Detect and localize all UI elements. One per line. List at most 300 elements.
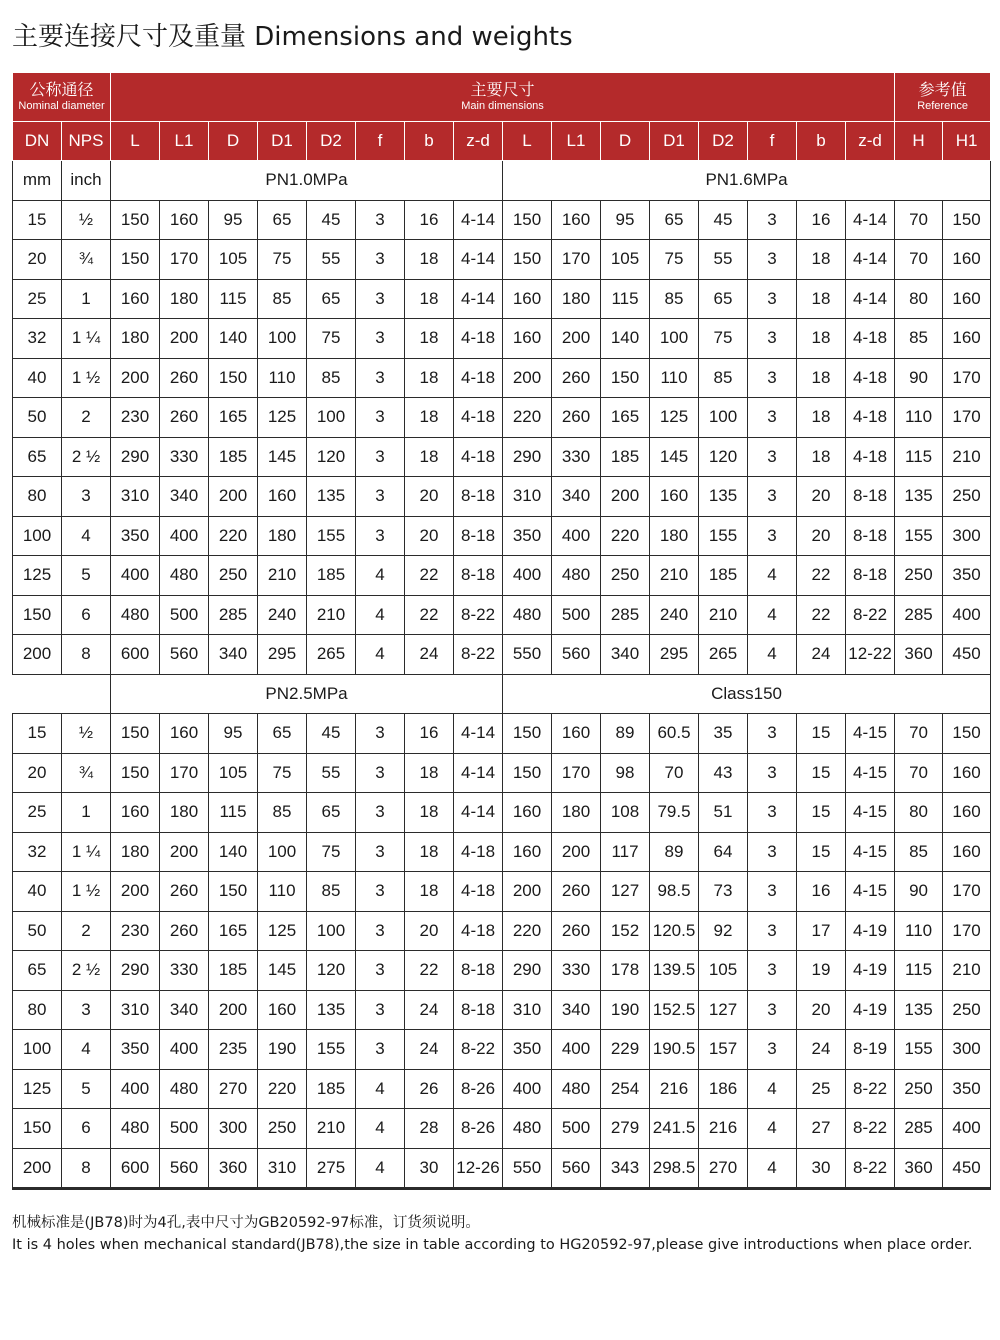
table-cell: 65 — [258, 200, 307, 240]
table-cell: 3 — [748, 240, 797, 280]
table-cell: 3 — [356, 832, 405, 872]
table-cell: 155 — [895, 1030, 943, 1070]
table-row — [13, 1109, 991, 1149]
table-cell: 65 — [13, 437, 62, 477]
table-cell: 95 — [209, 714, 258, 754]
table-cell: 12-26 — [454, 1148, 503, 1189]
table-cell: 4 — [356, 1148, 405, 1189]
table-cell: 85 — [258, 279, 307, 319]
main-dimensions-header — [111, 73, 895, 122]
table-cell: 135 — [307, 990, 356, 1030]
table-cell: 160 — [258, 990, 307, 1030]
table-cell: 18 — [405, 793, 454, 833]
table-cell: 18 — [405, 832, 454, 872]
table-cell: 210 — [650, 556, 699, 596]
table-cell: 550 — [503, 635, 552, 675]
table-cell: 45 — [307, 200, 356, 240]
table-cell: 18 — [405, 398, 454, 438]
table-cell: 80 — [13, 990, 62, 1030]
table-cell: 45 — [699, 200, 748, 240]
table-cell: 89 — [601, 714, 650, 754]
table-cell: 290 — [111, 951, 160, 991]
table-cell: 27 — [797, 1109, 846, 1149]
table-cell: 210 — [943, 951, 991, 991]
table-cell: 127 — [699, 990, 748, 1030]
table-cell: 270 — [209, 1069, 258, 1109]
table-cell: 150 — [209, 872, 258, 912]
table-cell: 2 — [62, 398, 111, 438]
column-header: D2 — [307, 122, 356, 161]
table-cell: 4 — [748, 1148, 797, 1189]
table-cell: 3 — [356, 319, 405, 359]
table-cell: 18 — [405, 437, 454, 477]
table-cell: 4-18 — [454, 911, 503, 951]
table-cell: 4-18 — [846, 358, 895, 398]
table-cell: 160 — [943, 832, 991, 872]
table-cell: 15 — [797, 793, 846, 833]
column-header: DN — [13, 122, 62, 161]
table-cell: 250 — [209, 556, 258, 596]
table-cell: 4-15 — [846, 872, 895, 912]
table-cell: 22 — [405, 556, 454, 596]
dimensions-table — [12, 72, 991, 1190]
table-cell: 2 ½ — [62, 437, 111, 477]
table-cell: 185 — [209, 437, 258, 477]
table-cell: 6 — [62, 1109, 111, 1149]
table-cell: 150 — [503, 200, 552, 240]
table-cell: 20 — [405, 911, 454, 951]
section-label-row — [13, 674, 991, 714]
column-header: D2 — [699, 122, 748, 161]
table-cell: 400 — [552, 1030, 601, 1070]
table-cell: 160 — [943, 793, 991, 833]
table-cell: 3 — [748, 832, 797, 872]
table-cell: 18 — [797, 437, 846, 477]
table-cell: 285 — [895, 595, 943, 635]
table-cell: 360 — [209, 1148, 258, 1189]
note-english: It is 4 holes when mechanical standard(JB78),the size in table according to HG20592-97,please give introductions when place order. — [12, 1237, 973, 1253]
table-cell: 4 — [748, 1069, 797, 1109]
table-cell: 4 — [356, 556, 405, 596]
table-cell: 135 — [895, 477, 943, 517]
table-cell: 85 — [699, 358, 748, 398]
table-cell: 45 — [307, 714, 356, 754]
table-cell: 22 — [405, 951, 454, 991]
table-cell: 3 — [356, 516, 405, 556]
table-cell: 3 — [356, 911, 405, 951]
table-cell: 290 — [111, 437, 160, 477]
table-cell: 8-19 — [846, 1030, 895, 1070]
table-cell: 79.5 — [650, 793, 699, 833]
table-cell: 3 — [748, 951, 797, 991]
table-cell: 115 — [895, 951, 943, 991]
table-cell: 65 — [650, 200, 699, 240]
table-cell: 160 — [160, 714, 209, 754]
table-row — [13, 911, 991, 951]
column-header: L1 — [552, 122, 601, 161]
table-cell: 5 — [62, 1069, 111, 1109]
table-cell: 24 — [797, 635, 846, 675]
table-cell: 400 — [111, 556, 160, 596]
table-cell: 80 — [13, 477, 62, 517]
table-cell: 6 — [62, 595, 111, 635]
table-cell: 152.5 — [650, 990, 699, 1030]
table-cell: 19 — [797, 951, 846, 991]
table-cell: 125 — [258, 398, 307, 438]
table-cell: 4 — [748, 635, 797, 675]
table-cell: 270 — [699, 1148, 748, 1189]
table-cell: 4-14 — [846, 200, 895, 240]
table-cell: 190 — [601, 990, 650, 1030]
table-cell: 90 — [895, 872, 943, 912]
table-cell: 105 — [601, 240, 650, 280]
table-cell: 480 — [552, 1069, 601, 1109]
pressure-class-label: PN1.6MPa — [503, 161, 991, 201]
table-cell: 26 — [405, 1069, 454, 1109]
table-cell: 125 — [650, 398, 699, 438]
table-cell: 18 — [797, 358, 846, 398]
table-cell: 235 — [209, 1030, 258, 1070]
table-cell: 85 — [895, 319, 943, 359]
table-cell: 75 — [258, 240, 307, 280]
table-cell: 4-14 — [846, 279, 895, 319]
column-header: D — [601, 122, 650, 161]
table-cell: 75 — [307, 319, 356, 359]
table-cell: 480 — [160, 1069, 209, 1109]
table-cell: 1 ¼ — [62, 832, 111, 872]
table-cell: 216 — [699, 1109, 748, 1149]
table-cell: 340 — [601, 635, 650, 675]
table-cell: 185 — [307, 1069, 356, 1109]
table-cell: 450 — [943, 1148, 991, 1189]
table-cell: 4 — [748, 556, 797, 596]
table-cell: 3 — [748, 200, 797, 240]
table-cell: 180 — [552, 279, 601, 319]
table-cell: 150 — [111, 200, 160, 240]
column-header: L — [503, 122, 552, 161]
table-cell: 4-15 — [846, 714, 895, 754]
table-cell: 1 ¼ — [62, 319, 111, 359]
table-cell: 360 — [895, 1148, 943, 1189]
column-header: f — [356, 122, 405, 161]
table-cell: 300 — [943, 1030, 991, 1070]
table-cell: 8-18 — [454, 556, 503, 596]
table-cell: 160 — [552, 714, 601, 754]
table-cell: 400 — [160, 516, 209, 556]
table-cell: 260 — [160, 358, 209, 398]
table-cell: 8-22 — [846, 1148, 895, 1189]
table-cell: 200 — [552, 832, 601, 872]
table-cell: 4 — [356, 595, 405, 635]
table-cell: 3 — [356, 200, 405, 240]
column-header: L1 — [160, 122, 209, 161]
table-row — [13, 279, 991, 319]
table-cell: 70 — [895, 200, 943, 240]
table-cell: 160 — [943, 753, 991, 793]
table-cell: 20 — [13, 240, 62, 280]
column-header: H — [895, 122, 943, 161]
table-cell: 20 — [797, 516, 846, 556]
table-cell: 65 — [307, 793, 356, 833]
table-row — [13, 437, 991, 477]
table-cell: 200 — [13, 635, 62, 675]
table-cell: 16 — [797, 872, 846, 912]
table-cell: 300 — [209, 1109, 258, 1149]
header-en: Reference — [917, 100, 968, 112]
table-cell: 8-18 — [846, 556, 895, 596]
column-header: D — [209, 122, 258, 161]
table-cell: 4-14 — [454, 240, 503, 280]
table-row — [13, 358, 991, 398]
table-row — [13, 1030, 991, 1070]
table-cell: 40 — [13, 358, 62, 398]
table-cell: 3 — [748, 872, 797, 912]
table-cell: 279 — [601, 1109, 650, 1149]
table-cell: 24 — [405, 990, 454, 1030]
table-cell: 70 — [895, 714, 943, 754]
table-cell: 160 — [943, 319, 991, 359]
table-cell: 160 — [111, 279, 160, 319]
table-cell: 115 — [895, 437, 943, 477]
table-cell: 155 — [895, 516, 943, 556]
table-cell: 3 — [748, 279, 797, 319]
table-cell: 170 — [943, 358, 991, 398]
table-cell: 125 — [13, 556, 62, 596]
table-cell: 117 — [601, 832, 650, 872]
table-cell: 230 — [111, 398, 160, 438]
table-cell: 400 — [160, 1030, 209, 1070]
table-cell: 3 — [748, 753, 797, 793]
table-cell: 115 — [601, 279, 650, 319]
table-cell: 229 — [601, 1030, 650, 1070]
table-cell: 18 — [405, 240, 454, 280]
table-cell: 24 — [405, 635, 454, 675]
table-cell: 216 — [650, 1069, 699, 1109]
table-cell: 4-18 — [454, 872, 503, 912]
table-cell: 210 — [258, 556, 307, 596]
table-cell: 70 — [895, 240, 943, 280]
table-cell: 35 — [699, 714, 748, 754]
column-header: NPS — [62, 122, 111, 161]
table-cell: 4-14 — [846, 240, 895, 280]
table-cell: 105 — [209, 240, 258, 280]
table-row — [13, 516, 991, 556]
table-cell: 92 — [699, 911, 748, 951]
table-cell: 22 — [405, 595, 454, 635]
table-row — [13, 477, 991, 517]
table-cell: 105 — [699, 951, 748, 991]
table-cell: 95 — [209, 200, 258, 240]
table-cell: 600 — [111, 635, 160, 675]
column-header: H1 — [943, 122, 991, 161]
table-row — [13, 556, 991, 596]
table-cell: 560 — [552, 635, 601, 675]
table-cell: 50 — [13, 398, 62, 438]
unit-mm: mm — [13, 161, 62, 201]
table-cell: 3 — [748, 1030, 797, 1070]
table-cell: 265 — [699, 635, 748, 675]
table-row — [13, 1148, 991, 1189]
table-cell: 108 — [601, 793, 650, 833]
table-cell: 230 — [111, 911, 160, 951]
table-cell: 20 — [13, 753, 62, 793]
table-cell: 85 — [650, 279, 699, 319]
table-cell: 210 — [307, 595, 356, 635]
table-cell: 18 — [797, 240, 846, 280]
table-cell: 200 — [503, 358, 552, 398]
table-cell: 3 — [356, 437, 405, 477]
table-cell: 170 — [160, 753, 209, 793]
header-zh: 主要尺寸 — [470, 82, 535, 99]
table-cell: 4-18 — [454, 398, 503, 438]
table-cell: 298.5 — [650, 1148, 699, 1189]
table-cell: 180 — [650, 516, 699, 556]
table-cell: 3 — [356, 240, 405, 280]
table-cell: 4 — [62, 516, 111, 556]
table-cell: 170 — [160, 240, 209, 280]
table-cell: 4-18 — [454, 832, 503, 872]
table-cell: 400 — [552, 516, 601, 556]
table-cell: 85 — [307, 872, 356, 912]
table-cell: 65 — [13, 951, 62, 991]
table-cell: 120 — [699, 437, 748, 477]
table-cell: 4-19 — [846, 911, 895, 951]
table-cell: 240 — [258, 595, 307, 635]
pressure-class-label: Class150 — [503, 674, 991, 714]
table-cell: 285 — [895, 1109, 943, 1149]
table-cell: 127 — [601, 872, 650, 912]
table-cell: 8-18 — [846, 477, 895, 517]
table-cell: 295 — [650, 635, 699, 675]
table-cell: 3 — [356, 477, 405, 517]
table-cell: 180 — [111, 832, 160, 872]
table-cell: 3 — [356, 872, 405, 912]
table-cell: 125 — [13, 1069, 62, 1109]
table-cell: 200 — [209, 477, 258, 517]
table-cell: 285 — [209, 595, 258, 635]
table-cell: 25 — [13, 793, 62, 833]
table-cell: 330 — [552, 951, 601, 991]
table-cell: 220 — [209, 516, 258, 556]
table-cell: 160 — [943, 279, 991, 319]
table-cell: 290 — [503, 951, 552, 991]
table-cell: 160 — [258, 477, 307, 517]
table-cell: 4 — [62, 1030, 111, 1070]
table-cell: 15 — [797, 832, 846, 872]
table-cell: 32 — [13, 319, 62, 359]
table-cell: 350 — [503, 516, 552, 556]
table-cell: 2 ½ — [62, 951, 111, 991]
footnotes — [12, 1212, 992, 1256]
table-cell: 120.5 — [650, 911, 699, 951]
table-cell: 285 — [601, 595, 650, 635]
table-cell: 85 — [258, 793, 307, 833]
table-cell: 8-22 — [846, 1069, 895, 1109]
table-cell: 3 — [356, 358, 405, 398]
table-cell: 110 — [258, 358, 307, 398]
table-cell: 8-22 — [454, 1030, 503, 1070]
table-cell: 500 — [552, 1109, 601, 1149]
table-cell: 2 — [62, 911, 111, 951]
table-cell: 100 — [13, 516, 62, 556]
table-cell: 400 — [943, 1109, 991, 1149]
unit-inch: inch — [62, 161, 111, 201]
table-cell: 20 — [797, 990, 846, 1030]
table-cell: 15 — [13, 200, 62, 240]
table-cell: 165 — [601, 398, 650, 438]
table-cell: 170 — [943, 398, 991, 438]
table-cell: 150 — [111, 240, 160, 280]
table-cell: 15 — [13, 714, 62, 754]
table-cell: 185 — [601, 437, 650, 477]
column-header: b — [797, 122, 846, 161]
table-cell: 210 — [943, 437, 991, 477]
table-cell: 250 — [943, 990, 991, 1030]
table-cell: 110 — [258, 872, 307, 912]
table-cell: 400 — [111, 1069, 160, 1109]
table-cell: 150 — [503, 753, 552, 793]
table-cell: 330 — [552, 437, 601, 477]
table-cell: 350 — [111, 516, 160, 556]
table-cell: 3 — [62, 477, 111, 517]
table-cell: 125 — [258, 911, 307, 951]
table-cell: 80 — [895, 279, 943, 319]
table-row — [13, 398, 991, 438]
table-cell: ¾ — [62, 240, 111, 280]
header-en: Nominal diameter — [18, 100, 105, 112]
table-cell: 350 — [503, 1030, 552, 1070]
table-cell: 240 — [650, 595, 699, 635]
header-group-row — [13, 73, 991, 122]
table-cell: 170 — [552, 240, 601, 280]
table-cell: 150 — [503, 240, 552, 280]
column-header: z-d — [454, 122, 503, 161]
table-cell: 22 — [797, 556, 846, 596]
table-cell: 51 — [699, 793, 748, 833]
column-header: D1 — [650, 122, 699, 161]
table-cell: 480 — [552, 556, 601, 596]
table-cell: 4-15 — [846, 793, 895, 833]
table-cell: 95 — [601, 200, 650, 240]
table-cell: 28 — [405, 1109, 454, 1149]
table-cell: 8-22 — [454, 635, 503, 675]
table-cell: 24 — [405, 1030, 454, 1070]
table-cell: 8-26 — [454, 1109, 503, 1149]
table-cell: 4 — [356, 635, 405, 675]
table-cell: 600 — [111, 1148, 160, 1189]
header-zh: 公称通径 — [29, 82, 94, 99]
table-cell: 260 — [552, 872, 601, 912]
table-cell: 340 — [160, 990, 209, 1030]
table-cell: 170 — [943, 872, 991, 912]
table-cell: 254 — [601, 1069, 650, 1109]
table-cell: 4-18 — [846, 398, 895, 438]
table-cell: 4-14 — [454, 279, 503, 319]
table-cell: 18 — [797, 319, 846, 359]
table-cell: 18 — [405, 319, 454, 359]
table-cell: 139.5 — [650, 951, 699, 991]
table-cell: 450 — [943, 635, 991, 675]
table-cell: 340 — [209, 635, 258, 675]
table-cell: 115 — [209, 279, 258, 319]
table-cell: 110 — [895, 398, 943, 438]
table-cell: 190 — [258, 1030, 307, 1070]
table-cell: 8-18 — [454, 951, 503, 991]
table-cell: 30 — [405, 1148, 454, 1189]
table-cell: 3 — [62, 990, 111, 1030]
table-cell: 18 — [405, 753, 454, 793]
table-cell: 480 — [111, 595, 160, 635]
